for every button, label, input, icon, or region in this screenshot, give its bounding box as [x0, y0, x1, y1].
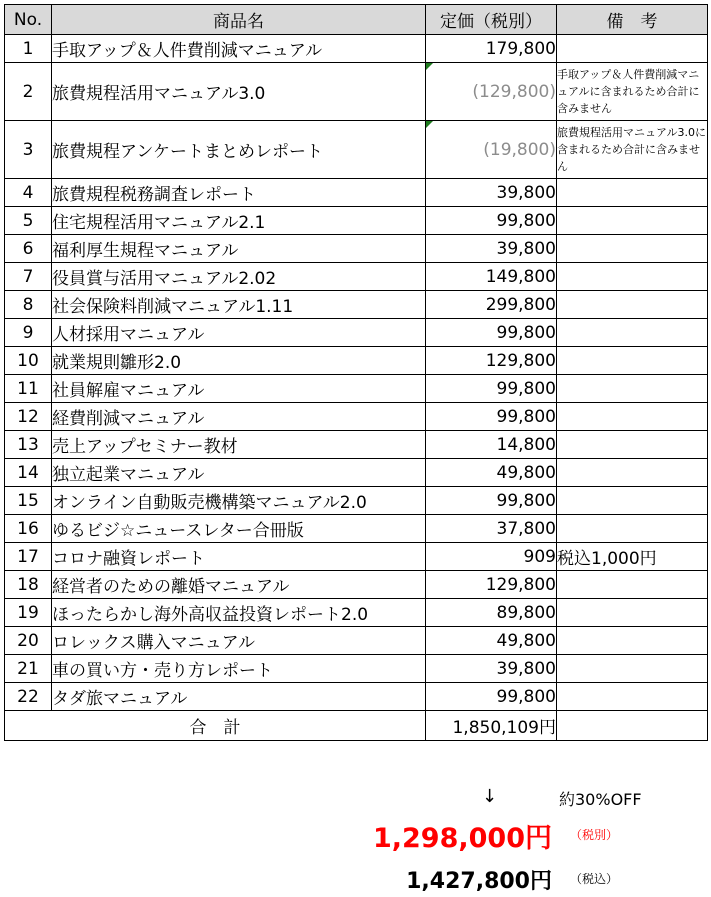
- item-price: 99,800: [426, 375, 557, 403]
- item-price-value: (129,800): [472, 81, 556, 102]
- table-row: [5, 543, 708, 571]
- table-row: [5, 375, 708, 403]
- total-value: 1,850,109円: [426, 711, 557, 741]
- item-name: 住宅規程活用マニュアル2.1: [52, 207, 426, 235]
- item-no: 15: [5, 487, 52, 515]
- item-name: 車の買い方・売り方レポート: [52, 655, 426, 683]
- item-price: 39,800: [426, 235, 557, 263]
- item-price: 299,800: [426, 291, 557, 319]
- item-no: 5: [5, 207, 52, 235]
- item-note: [557, 179, 708, 207]
- item-note: 税込1,000円: [557, 543, 708, 571]
- item-name: 社会保険料削減マニュアル1.11: [52, 291, 426, 319]
- item-price: [426, 63, 557, 121]
- item-no: 21: [5, 655, 52, 683]
- table-row: [5, 571, 708, 599]
- item-name: 手取アップ＆人件費削減マニュアル: [52, 35, 426, 63]
- table-row: [5, 515, 708, 543]
- item-note: [557, 319, 708, 347]
- item-price: 49,800: [426, 459, 557, 487]
- item-price: 39,800: [426, 655, 557, 683]
- item-no: 9: [5, 319, 52, 347]
- table-row: [5, 431, 708, 459]
- item-no: 22: [5, 683, 52, 711]
- table-row: [5, 347, 708, 375]
- header-note: 備 考: [557, 5, 708, 35]
- table-row: [5, 319, 708, 347]
- table-row: [5, 263, 708, 291]
- item-note: [557, 599, 708, 627]
- item-name: ロレックス購入マニュアル: [52, 627, 426, 655]
- item-note: [557, 291, 708, 319]
- item-name: タダ旅マニュアル: [52, 683, 426, 711]
- item-price: 149,800: [426, 263, 557, 291]
- discount-label: 約30%OFF: [559, 790, 642, 809]
- table-row: [5, 655, 708, 683]
- item-name: 旅費規程アンケートまとめレポート: [52, 121, 426, 179]
- item-note: [557, 375, 708, 403]
- item-note: [557, 627, 708, 655]
- table-row: [5, 63, 708, 121]
- item-note: [557, 263, 708, 291]
- item-note: [557, 403, 708, 431]
- item-name: 旅費規程税務調査レポート: [52, 179, 426, 207]
- item-note: [557, 459, 708, 487]
- item-name: 社員解雇マニュアル: [52, 375, 426, 403]
- item-price: 99,800: [426, 207, 557, 235]
- item-no: 2: [5, 63, 52, 121]
- item-name: オンライン自動販売機構築マニュアル2.0: [52, 487, 426, 515]
- item-name: 独立起業マニュアル: [52, 459, 426, 487]
- item-price: 129,800: [426, 571, 557, 599]
- table-row: [5, 235, 708, 263]
- offer-price-excl-tax: 1,298,000円: [372, 823, 552, 854]
- item-no: 8: [5, 291, 52, 319]
- table-row: [5, 487, 708, 515]
- table-row: [5, 121, 708, 179]
- item-note: [557, 683, 708, 711]
- item-price-value: (19,800): [483, 139, 556, 160]
- down-arrow-icon: ↓: [482, 786, 498, 807]
- table-row: [5, 35, 708, 63]
- item-name: 経費削減マニュアル: [52, 403, 426, 431]
- header-price: 定価（税別）: [426, 5, 557, 35]
- item-note: [557, 515, 708, 543]
- item-no: 14: [5, 459, 52, 487]
- comment-marker-icon: [426, 63, 433, 70]
- table-row: [5, 179, 708, 207]
- item-price: 99,800: [426, 683, 557, 711]
- tax-excl-label: （税別）: [570, 828, 619, 842]
- total-note: [557, 711, 708, 741]
- item-no: 18: [5, 571, 52, 599]
- item-note: 旅費規程活用マニュアル3.0に含まれるため合計に含みません: [557, 121, 708, 179]
- item-name: 売上アップセミナー教材: [52, 431, 426, 459]
- item-no: 1: [5, 35, 52, 63]
- item-price: 99,800: [426, 487, 557, 515]
- item-no: 20: [5, 627, 52, 655]
- item-price: 14,800: [426, 431, 557, 459]
- item-note: 手取アップ＆人件費削減マニュアルに含まれるため合計に含みません: [557, 63, 708, 121]
- item-name: 就業規則雛形2.0: [52, 347, 426, 375]
- item-no: 10: [5, 347, 52, 375]
- item-price: 99,800: [426, 319, 557, 347]
- item-no: 7: [5, 263, 52, 291]
- item-note: [557, 571, 708, 599]
- header-row: [5, 5, 708, 35]
- item-price: 89,800: [426, 599, 557, 627]
- item-note: [557, 487, 708, 515]
- item-name: ほったらかし海外高収益投資レポート2.0: [52, 599, 426, 627]
- item-name: 福利厚生規程マニュアル: [52, 235, 426, 263]
- item-price: 129,800: [426, 347, 557, 375]
- table-row: [5, 291, 708, 319]
- offer-price-incl-tax: 1,427,800円: [406, 869, 552, 894]
- item-no: 16: [5, 515, 52, 543]
- table-row: [5, 403, 708, 431]
- item-note: [557, 431, 708, 459]
- table-row: [5, 207, 708, 235]
- item-note: [557, 207, 708, 235]
- header-no: No.: [5, 5, 52, 35]
- price-table: [4, 4, 708, 741]
- item-note: [557, 235, 708, 263]
- item-no: 19: [5, 599, 52, 627]
- item-no: 11: [5, 375, 52, 403]
- item-name: 人材採用マニュアル: [52, 319, 426, 347]
- item-name: 役員賞与活用マニュアル2.02: [52, 263, 426, 291]
- item-name: コロナ融資レポート: [52, 543, 426, 571]
- item-price: 179,800: [426, 35, 557, 63]
- item-name: 旅費規程活用マニュアル3.0: [52, 63, 426, 121]
- item-name: 経営者のための離婚マニュアル: [52, 571, 426, 599]
- comment-marker-icon: [426, 121, 433, 128]
- item-note: [557, 655, 708, 683]
- tax-incl-label: （税込）: [570, 872, 619, 886]
- table-row: [5, 459, 708, 487]
- header-name: 商品名: [52, 5, 426, 35]
- item-name: ゆるビジ☆ニュースレター合冊版: [52, 515, 426, 543]
- item-no: 6: [5, 235, 52, 263]
- item-price: 37,800: [426, 515, 557, 543]
- item-note: [557, 35, 708, 63]
- item-note: [557, 347, 708, 375]
- item-price: 49,800: [426, 627, 557, 655]
- item-no: 3: [5, 121, 52, 179]
- item-no: 12: [5, 403, 52, 431]
- item-price: 99,800: [426, 403, 557, 431]
- item-price: 909: [426, 543, 557, 571]
- item-price: 39,800: [426, 179, 557, 207]
- table-row: [5, 683, 708, 711]
- table-row: [5, 599, 708, 627]
- item-no: 17: [5, 543, 52, 571]
- total-row: [5, 711, 708, 741]
- table-row: [5, 627, 708, 655]
- total-label: 合 計: [5, 711, 426, 741]
- item-no: 13: [5, 431, 52, 459]
- item-price: [426, 121, 557, 179]
- item-no: 4: [5, 179, 52, 207]
